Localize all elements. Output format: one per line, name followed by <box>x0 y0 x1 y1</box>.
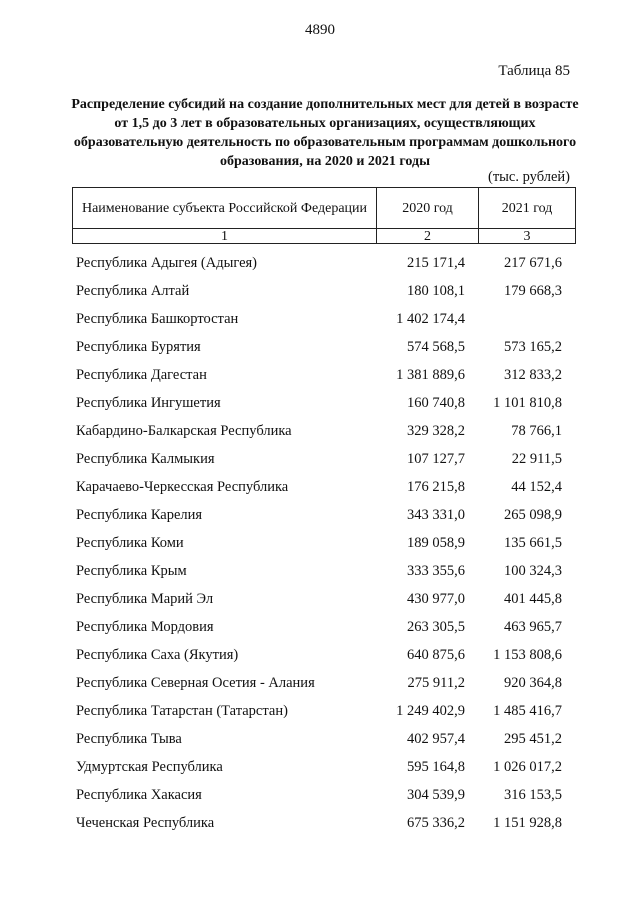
header-year-2020: 2020 год <box>377 188 479 229</box>
value-2020: 1 249 402,9 <box>396 703 465 719</box>
value-2020: 263 305,5 <box>407 619 465 635</box>
table-row <box>72 613 568 641</box>
subject-name: Карачаево-Черкесская Республика <box>76 479 289 495</box>
value-2020: 640 875,6 <box>407 647 465 663</box>
value-2021: 265 098,9 <box>504 507 562 523</box>
value-2020: 333 355,6 <box>407 563 465 579</box>
subject-name: Республика Северная Осетия - Алания <box>76 675 315 691</box>
header-column-number-1: 1 <box>73 229 377 244</box>
subject-name: Республика Тыва <box>76 731 182 747</box>
subject-name: Кабардино-Балкарская Республика <box>76 423 292 439</box>
subject-name: Республика Калмыкия <box>76 451 215 467</box>
table-row <box>72 809 568 837</box>
table-title: Распределение субсидий на создание дополнительных мест для детей в возрасте от 1,5 до 3 лет в образовательных организациях, осуществляющих образовательную деятельность по образовательным программам дошкольного образования, на 2020 и 2021 годы <box>71 97 579 169</box>
table-body <box>72 249 568 837</box>
subject-name: Республика Коми <box>76 535 184 551</box>
subject-name: Чеченская Республика <box>76 815 215 831</box>
value-2020: 402 957,4 <box>407 731 465 747</box>
value-2020: 1 381 889,6 <box>396 367 465 383</box>
value-2021: 1 151 928,8 <box>493 815 562 831</box>
value-2021: 1 026 017,2 <box>493 759 562 775</box>
table-row <box>72 249 568 277</box>
header-subject-name: Наименование субъекта Российской Федерации <box>73 188 377 229</box>
value-2021: 44 152,4 <box>511 479 562 495</box>
subject-name: Республика Башкортостан <box>76 311 239 327</box>
value-2021: 78 766,1 <box>511 423 562 439</box>
value-2021: 135 661,5 <box>504 535 562 551</box>
table-row <box>72 473 568 501</box>
table-header <box>72 187 576 244</box>
table-row <box>72 277 568 305</box>
value-2020: 176 215,8 <box>407 479 465 495</box>
value-2021: 295 451,2 <box>504 731 562 747</box>
table-row <box>72 753 568 781</box>
subject-name: Республика Адыгея (Адыгея) <box>76 255 258 271</box>
value-2020: 574 568,5 <box>407 339 465 355</box>
table-row <box>72 417 568 445</box>
value-2020: 675 336,2 <box>407 815 465 831</box>
subject-name: Республика Татарстан (Татарстан) <box>76 703 288 719</box>
header-column-number-3: 3 <box>479 229 576 244</box>
value-2020: 343 331,0 <box>407 507 465 523</box>
subject-name: Республика Хакасия <box>76 787 202 803</box>
value-2021: 1 101 810,8 <box>493 395 562 411</box>
value-2021: 463 965,7 <box>504 619 562 635</box>
value-2020: 215 171,4 <box>407 255 465 271</box>
table-row <box>72 361 568 389</box>
value-2020: 1 402 174,4 <box>396 311 465 327</box>
header-year-2021: 2021 год <box>479 188 576 229</box>
value-2020: 329 328,2 <box>407 423 465 439</box>
value-2021: 1 485 416,7 <box>493 703 562 719</box>
subject-name: Республика Крым <box>76 563 187 579</box>
value-2021: 312 833,2 <box>504 367 562 383</box>
page-number: 4890 <box>305 22 335 38</box>
value-2021: 316 153,5 <box>504 787 562 803</box>
value-2021: 100 324,3 <box>504 563 562 579</box>
table-row <box>72 333 568 361</box>
value-2020: 160 740,8 <box>407 395 465 411</box>
table-row <box>72 697 568 725</box>
table-row <box>72 669 568 697</box>
subject-name: Республика Ингушетия <box>76 395 221 411</box>
table-row <box>72 641 568 669</box>
value-2021: 401 445,8 <box>504 591 562 607</box>
value-2020: 275 911,2 <box>407 675 465 691</box>
value-2021: 22 911,5 <box>511 451 562 467</box>
subject-name: Республика Дагестан <box>76 367 207 383</box>
header-column-number-2: 2 <box>377 229 479 244</box>
value-2020: 595 164,8 <box>407 759 465 775</box>
subject-name: Республика Карелия <box>76 507 203 523</box>
subject-name: Республика Марий Эл <box>76 591 214 607</box>
table-row <box>72 781 568 809</box>
value-2020: 189 058,9 <box>407 535 465 551</box>
value-2020: 430 977,0 <box>407 591 465 607</box>
table-row <box>72 501 568 529</box>
table-row <box>72 585 568 613</box>
table-row <box>72 557 568 585</box>
value-2021: 920 364,8 <box>504 675 562 691</box>
units-label: (тыс. рублей) <box>488 169 570 185</box>
table-row <box>72 725 568 753</box>
subject-name: Республика Мордовия <box>76 619 214 635</box>
value-2020: 180 108,1 <box>407 283 465 299</box>
value-2020: 304 539,9 <box>407 787 465 803</box>
value-2021: 573 165,2 <box>504 339 562 355</box>
value-2020: 107 127,7 <box>407 451 465 467</box>
table-label: Таблица 85 <box>498 63 570 79</box>
value-2021: 179 668,3 <box>504 283 562 299</box>
value-2021: 1 153 808,6 <box>493 647 562 663</box>
subject-name: Республика Бурятия <box>76 339 201 355</box>
table-row <box>72 529 568 557</box>
value-2021: 217 671,6 <box>504 255 562 271</box>
subject-name: Республика Алтай <box>76 283 190 299</box>
table-row <box>72 389 568 417</box>
table-row <box>72 445 568 473</box>
table-row <box>72 305 568 333</box>
subject-name: Удмуртская Республика <box>76 759 223 775</box>
subject-name: Республика Саха (Якутия) <box>76 647 239 663</box>
